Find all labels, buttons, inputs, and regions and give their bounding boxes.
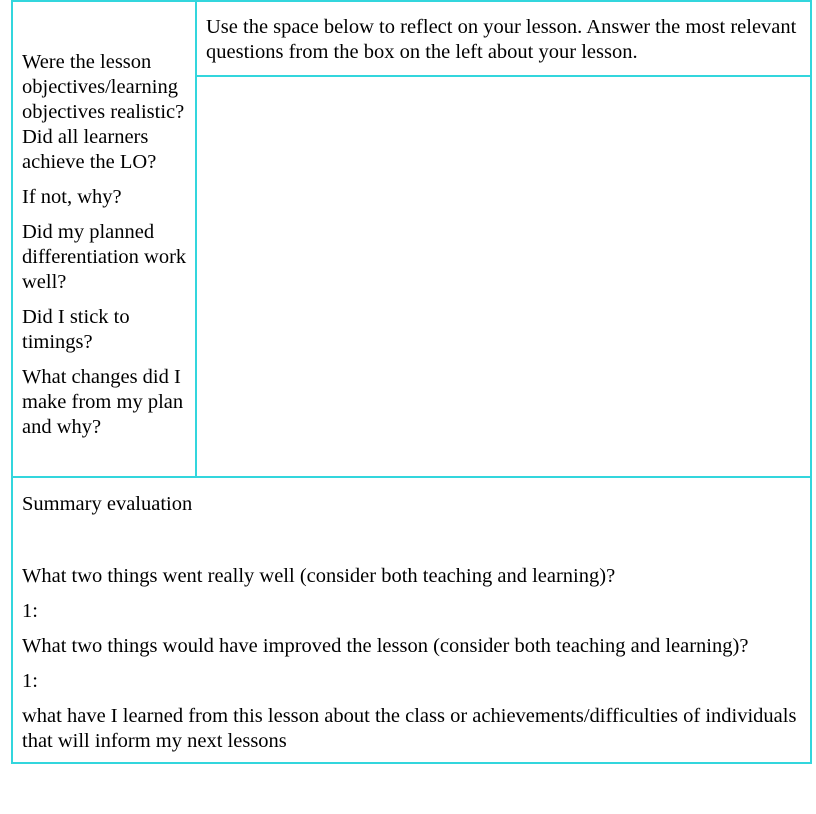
summary-title: Summary evaluation [22,493,193,515]
summary-evaluation-cell [13,478,810,762]
question-objectives: Were the lesson objectives/learning objectives realistic? Did all learners achieve the LO? [22,51,185,173]
question-if-not-why: If not, why? [22,186,122,208]
went-well-item-1[interactable]: 1: [22,600,38,622]
reflection-instruction: Use the space below to reflect on your lesson. Answer the most relevant questions from the box on the left about your lesson. [206,16,797,63]
question-timings: Did I stick to timings? [22,306,130,353]
improve-item-1[interactable]: 1: [22,670,38,692]
improve-question: What two things would have improved the lesson (consider both teaching and learning)? [22,635,749,657]
reflection-instruction-cell [197,2,810,77]
learned-question: what have I learned from this lesson about the class or achievements/difficulties of individuals that will inform my next lessons [22,705,797,752]
went-well-question: What two things went really well (consider both teaching and learning)? [22,565,616,587]
question-changes: What changes did I make from my plan and why? [22,366,184,438]
question-differentiation: Did my planned differentiation work well? [22,221,187,293]
reflection-questions-cell [13,2,197,478]
reflection-response-area[interactable] [197,77,810,478]
reflection-table [11,0,812,764]
